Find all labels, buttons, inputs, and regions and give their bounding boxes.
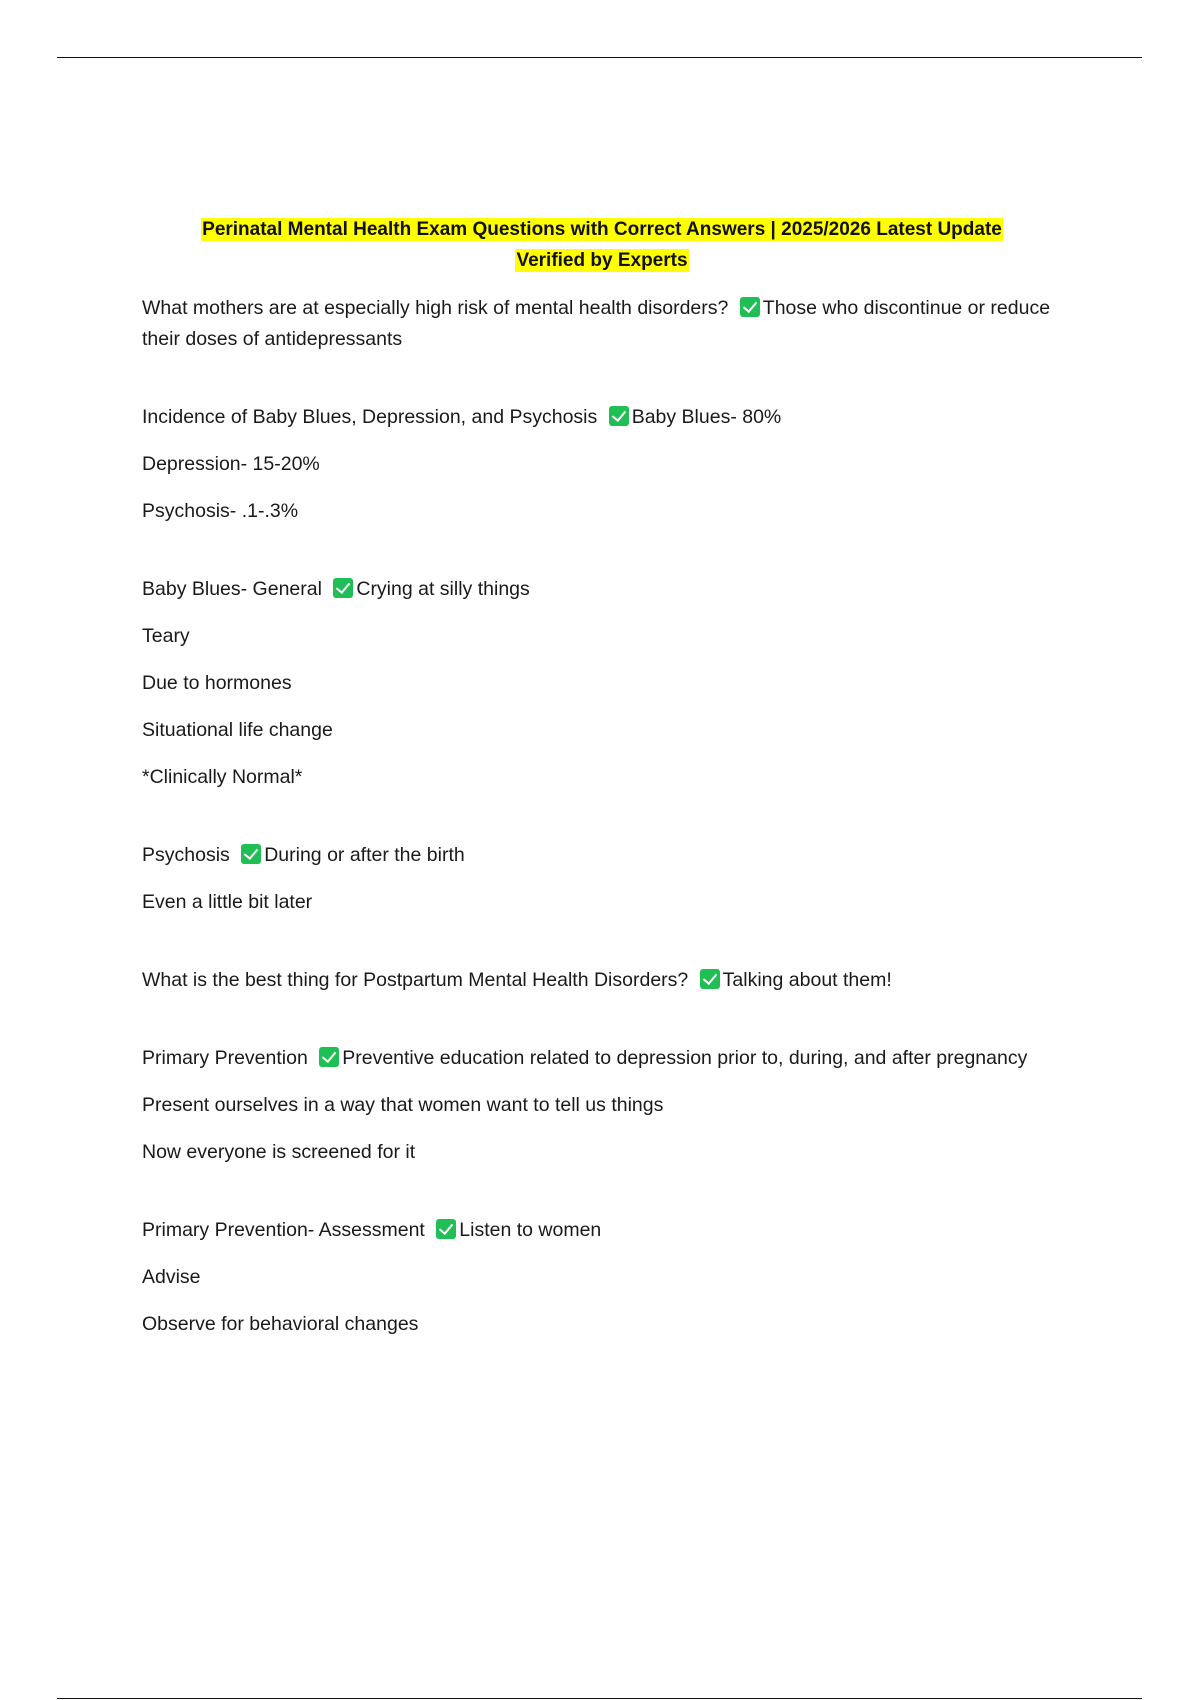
qa-item: [142, 293, 1062, 355]
question-text: Incidence of Baby Blues, Depression, and Psychosis: [142, 406, 598, 428]
check-mark-icon: [436, 1219, 456, 1239]
answer-line: Due to hormones: [142, 672, 292, 694]
question-text: What is the best thing for Postpartum Mental Health Disorders?: [142, 969, 689, 991]
answer-line: Psychosis- .1-.3%: [142, 500, 299, 522]
qa-item: [142, 402, 1062, 527]
qa-item: [142, 1215, 1062, 1340]
qa-item: [142, 1043, 1062, 1168]
qa-item: [142, 574, 1062, 793]
qa-item: [142, 965, 1062, 996]
question-text: Psychosis: [142, 844, 230, 866]
question-text: Primary Prevention: [142, 1047, 308, 1069]
answer-text: Preventive education related to depression prior to, during, and after pregnancy: [342, 1047, 1028, 1069]
check-mark-icon: [319, 1047, 339, 1067]
answer-text: Baby Blues- 80%: [631, 406, 782, 428]
answer-text: Crying at silly things: [356, 578, 530, 600]
document-title: [142, 214, 1062, 276]
question-text: What mothers are at especially high risk of mental health disorders?: [142, 297, 729, 319]
question-text: Baby Blues- General: [142, 578, 322, 600]
question-text: Primary Prevention- Assessment: [142, 1219, 425, 1241]
answer-line: Advise: [142, 1266, 201, 1288]
answer-text: Talking about them!: [722, 969, 892, 991]
document-body: [142, 214, 1062, 1387]
qa-line: [142, 402, 1062, 433]
title-line-1: Perinatal Mental Health Exam Questions with Correct Answers | 2025/2026 Latest Update: [202, 219, 1002, 240]
qa-line: [142, 1215, 1062, 1246]
qa-line: [142, 965, 1062, 996]
answer-line: Present ourselves in a way that women want to tell us things: [142, 1094, 664, 1116]
answer-line: Observe for behavioral changes: [142, 1313, 419, 1335]
header-rule: [57, 57, 1142, 58]
answer-line: Situational life change: [142, 719, 333, 741]
qa-item: [142, 840, 1062, 918]
answer-line: Depression- 15-20%: [142, 453, 320, 475]
qa-line: [142, 840, 1062, 871]
qa-line: [142, 293, 1062, 355]
title-line-2: Verified by Experts: [516, 250, 688, 271]
footer-rule: [57, 1698, 1142, 1699]
answer-line: Teary: [142, 625, 190, 647]
answer-text: During or after the birth: [264, 844, 465, 866]
check-mark-icon: [740, 297, 760, 317]
answer-text: Those who discontinue or reduce their doses of antidepressants: [142, 297, 1051, 350]
qa-line: [142, 574, 1062, 605]
answer-line: Now everyone is screened for it: [142, 1141, 416, 1163]
check-mark-icon: [700, 969, 720, 989]
answer-line: *Clinically Normal*: [142, 766, 303, 788]
answer-text: Listen to women: [459, 1219, 602, 1241]
check-mark-icon: [333, 578, 353, 598]
answer-line: Even a little bit later: [142, 891, 313, 913]
qa-line: [142, 1043, 1062, 1074]
check-mark-icon: [241, 844, 261, 864]
check-mark-icon: [609, 406, 629, 426]
